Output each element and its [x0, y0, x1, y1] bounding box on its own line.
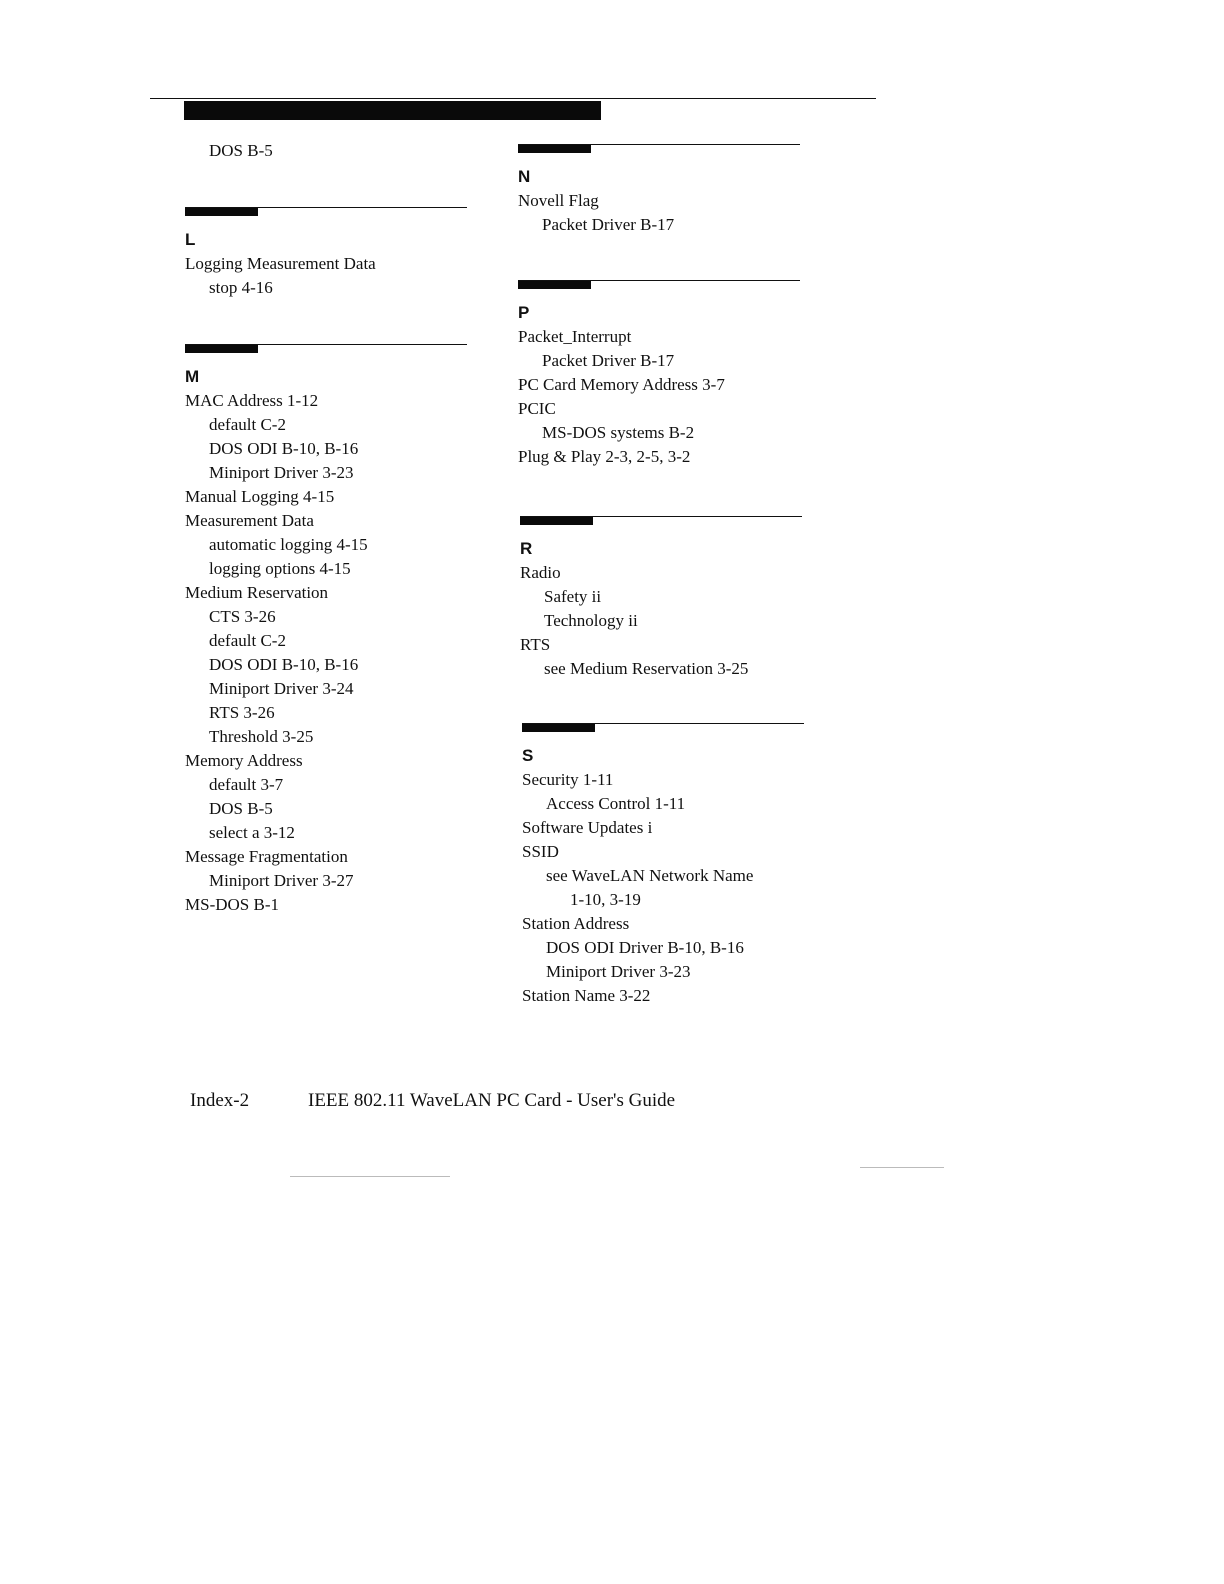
index-entry: see WaveLAN Network Name — [546, 866, 754, 885]
index-entry: Miniport Driver 3-27 — [209, 871, 354, 890]
index-entry: Software Updates i — [522, 818, 653, 837]
index-entry: CTS 3-26 — [209, 607, 276, 626]
index-entry: Message Fragmentation — [185, 847, 348, 866]
index-entry: Radio — [520, 563, 561, 582]
page-footer — [190, 1090, 675, 1112]
header-rule — [150, 98, 876, 99]
index-entry: DOS B-5 — [209, 141, 273, 160]
index-section-r — [520, 516, 802, 681]
index-entry: see Medium Reservation 3-25 — [544, 659, 749, 678]
header-bar — [184, 101, 601, 120]
index-entry: MS-DOS B-1 — [185, 895, 279, 914]
index-entry: Miniport Driver 3-24 — [209, 679, 354, 698]
index-entry: MAC Address 1-12 — [185, 391, 319, 410]
index-entry: Technology ii — [544, 611, 638, 630]
index-entry: stop 4-16 — [209, 278, 273, 297]
index-entry: Miniport Driver 3-23 — [546, 962, 691, 981]
index-entry: 1-10, 3-19 — [570, 890, 641, 909]
section-letter: R — [520, 539, 533, 558]
index-column-left — [185, 139, 485, 163]
index-entry: PC Card Memory Address 3-7 — [518, 375, 725, 394]
index-entry: Security 1-11 — [522, 770, 614, 789]
scan-artifact — [290, 1176, 450, 1177]
index-entry: Access Control 1-11 — [546, 794, 686, 813]
index-section-s — [522, 723, 804, 1008]
index-section-n — [518, 144, 800, 237]
section-rule — [518, 144, 800, 154]
index-entry: Station Name 3-22 — [522, 986, 651, 1005]
index-section-p — [518, 280, 800, 469]
index-entry: Packet Driver B-17 — [542, 351, 675, 370]
section-letter: L — [185, 230, 196, 249]
index-entry: select a 3-12 — [209, 823, 295, 842]
index-entry: SSID — [522, 842, 559, 861]
index-entry: Miniport Driver 3-23 — [209, 463, 354, 482]
section-rule — [518, 280, 800, 290]
footer-page-number: Index-2 — [190, 1090, 250, 1111]
index-entry: logging options 4-15 — [209, 559, 351, 578]
index-entry: RTS 3-26 — [209, 703, 275, 722]
section-letter: P — [518, 303, 530, 322]
index-entry: DOS ODI B-10, B-16 — [209, 655, 359, 674]
index-entry: Medium Reservation — [185, 583, 329, 602]
index-entry: DOS ODI B-10, B-16 — [209, 439, 359, 458]
section-letter: N — [518, 167, 531, 186]
index-entry: PCIC — [518, 399, 556, 418]
section-rule — [520, 516, 802, 526]
section-rule — [185, 344, 467, 354]
index-entry: Threshold 3-25 — [209, 727, 314, 746]
index-entry: DOS ODI Driver B-10, B-16 — [546, 938, 744, 957]
index-entry: Logging Measurement Data — [185, 254, 376, 273]
index-section-m — [185, 344, 467, 917]
index-entry: Packet_Interrupt — [518, 327, 632, 346]
section-letter: M — [185, 367, 200, 386]
index-entry: RTS — [520, 635, 551, 654]
index-entry: DOS B-5 — [209, 799, 273, 818]
section-rule — [522, 723, 804, 733]
index-entry: Novell Flag — [518, 191, 599, 210]
index-entry: Station Address — [522, 914, 630, 933]
index-entry: Manual Logging 4-15 — [185, 487, 335, 506]
index-entry: default 3-7 — [209, 775, 284, 794]
section-rule — [185, 207, 467, 217]
index-entry: Memory Address — [185, 751, 303, 770]
index-entry: default C-2 — [209, 415, 286, 434]
footer-book-title: IEEE 802.11 WaveLAN PC Card - User's Guide — [308, 1090, 676, 1111]
section-letter: S — [522, 746, 534, 765]
index-entry: default C-2 — [209, 631, 286, 650]
index-entry: automatic logging 4-15 — [209, 535, 368, 554]
scan-artifact — [860, 1167, 944, 1168]
index-entry: Packet Driver B-17 — [542, 215, 675, 234]
index-entry: Measurement Data — [185, 511, 314, 530]
index-entry: Plug & Play 2-3, 2-5, 3-2 — [518, 447, 691, 466]
index-entry: MS-DOS systems B-2 — [542, 423, 695, 442]
index-section-l — [185, 207, 467, 300]
index-entry: Safety ii — [544, 587, 602, 606]
